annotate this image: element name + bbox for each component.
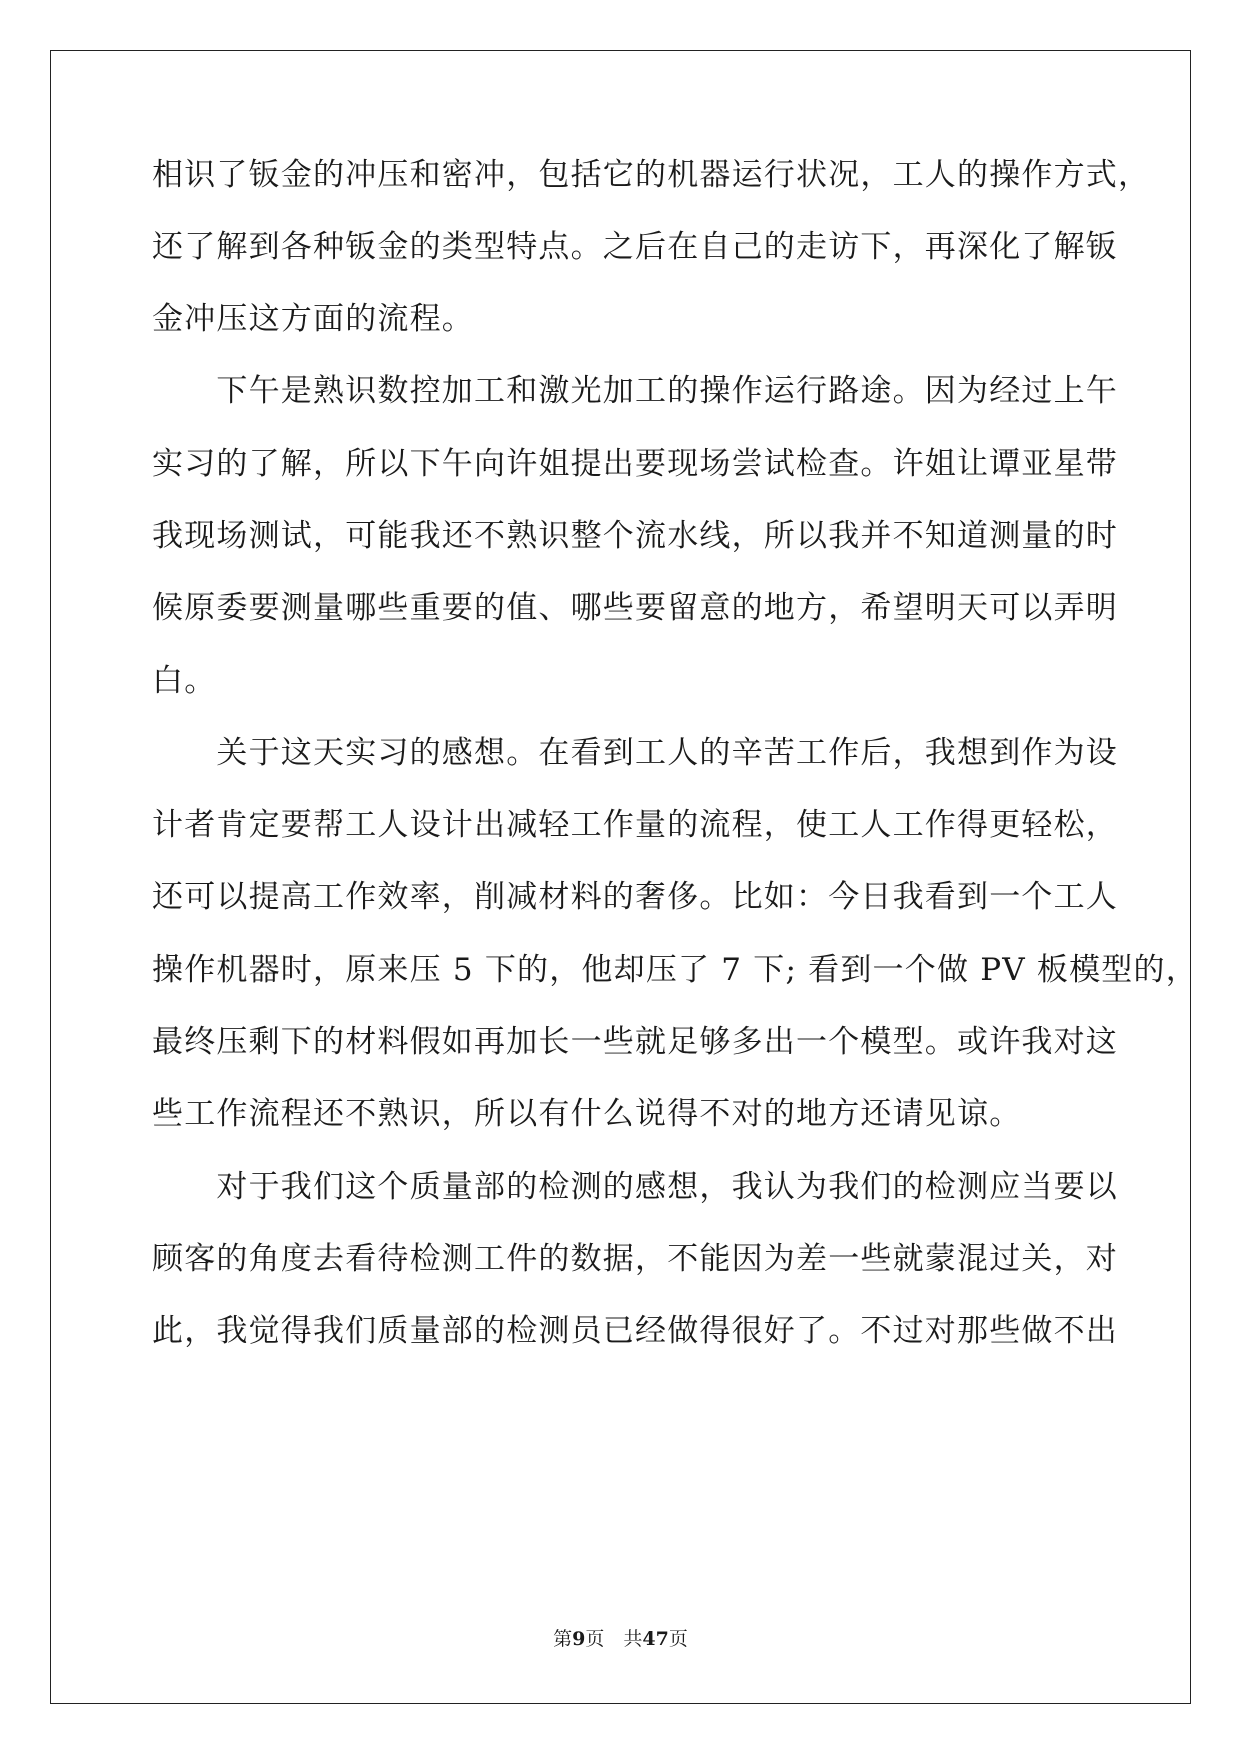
total-pages: 47 (642, 1628, 669, 1650)
text-line: 下午是熟识数控加工和激光加工的操作运行路途。因为经过上午 (152, 373, 1118, 409)
text-line: 最终压剩下的材料假如再加长一些就足够多出一个模型。或许我对这 (152, 1024, 1118, 1060)
text-line: 还了解到各种钣金的类型特点。之后在自己的走访下，再深化了解钣 (152, 229, 1118, 265)
text-line: 此，我觉得我们质量部的检测员已经做得很好了。不过对那些做不出 (152, 1313, 1118, 1349)
text-line: 关于这天实习的感想。在看到工人的辛苦工作后，我想到作为设 (152, 735, 1118, 771)
text-line: 相识了钣金的冲压和密冲，包括它的机器运行状况，工人的操作方式， (152, 157, 1151, 193)
text-line: 候原委要测量哪些重要的值、哪些要留意的地方，希望明天可以弄明 (152, 590, 1118, 626)
footer-prefix: 第 (553, 1628, 573, 1650)
text-line: 对于我们这个质量部的检测的感想，我认为我们的检测应当要以 (152, 1169, 1118, 1205)
page-number: 9 (572, 1628, 586, 1650)
text-line: 白。 (152, 663, 217, 699)
text-line: 还可以提高工作效率，削减材料的奢侈。比如：今日我看到一个工人 (152, 879, 1118, 915)
footer-suffix: 页 (668, 1628, 688, 1650)
footer-middle: 页 共 (585, 1628, 643, 1650)
text-line: 金冲压这方面的流程。 (152, 301, 474, 337)
page-footer (0, 1627, 1241, 1651)
text-line: 我现场测试，可能我还不熟识整个流水线，所以我并不知道测量的时 (152, 518, 1118, 554)
text-line: 计者肯定要帮工人设计出减轻工作量的流程，使工人工作得更轻松， (152, 807, 1118, 843)
text-line: 操作机器时，原来压 5 下的，他却压了 7 下; 看到一个做 PV 板模型的， (152, 952, 1198, 988)
text-line: 顾客的角度去看待检测工件的数据，不能因为差一些就蒙混过关，对 (152, 1241, 1118, 1277)
text-line: 实习的了解，所以下午向许姐提出要现场尝试检查。许姐让谭亚星带 (152, 446, 1118, 482)
text-line: 些工作流程还不熟识，所以有什么说得不对的地方还请见谅。 (152, 1096, 1022, 1132)
